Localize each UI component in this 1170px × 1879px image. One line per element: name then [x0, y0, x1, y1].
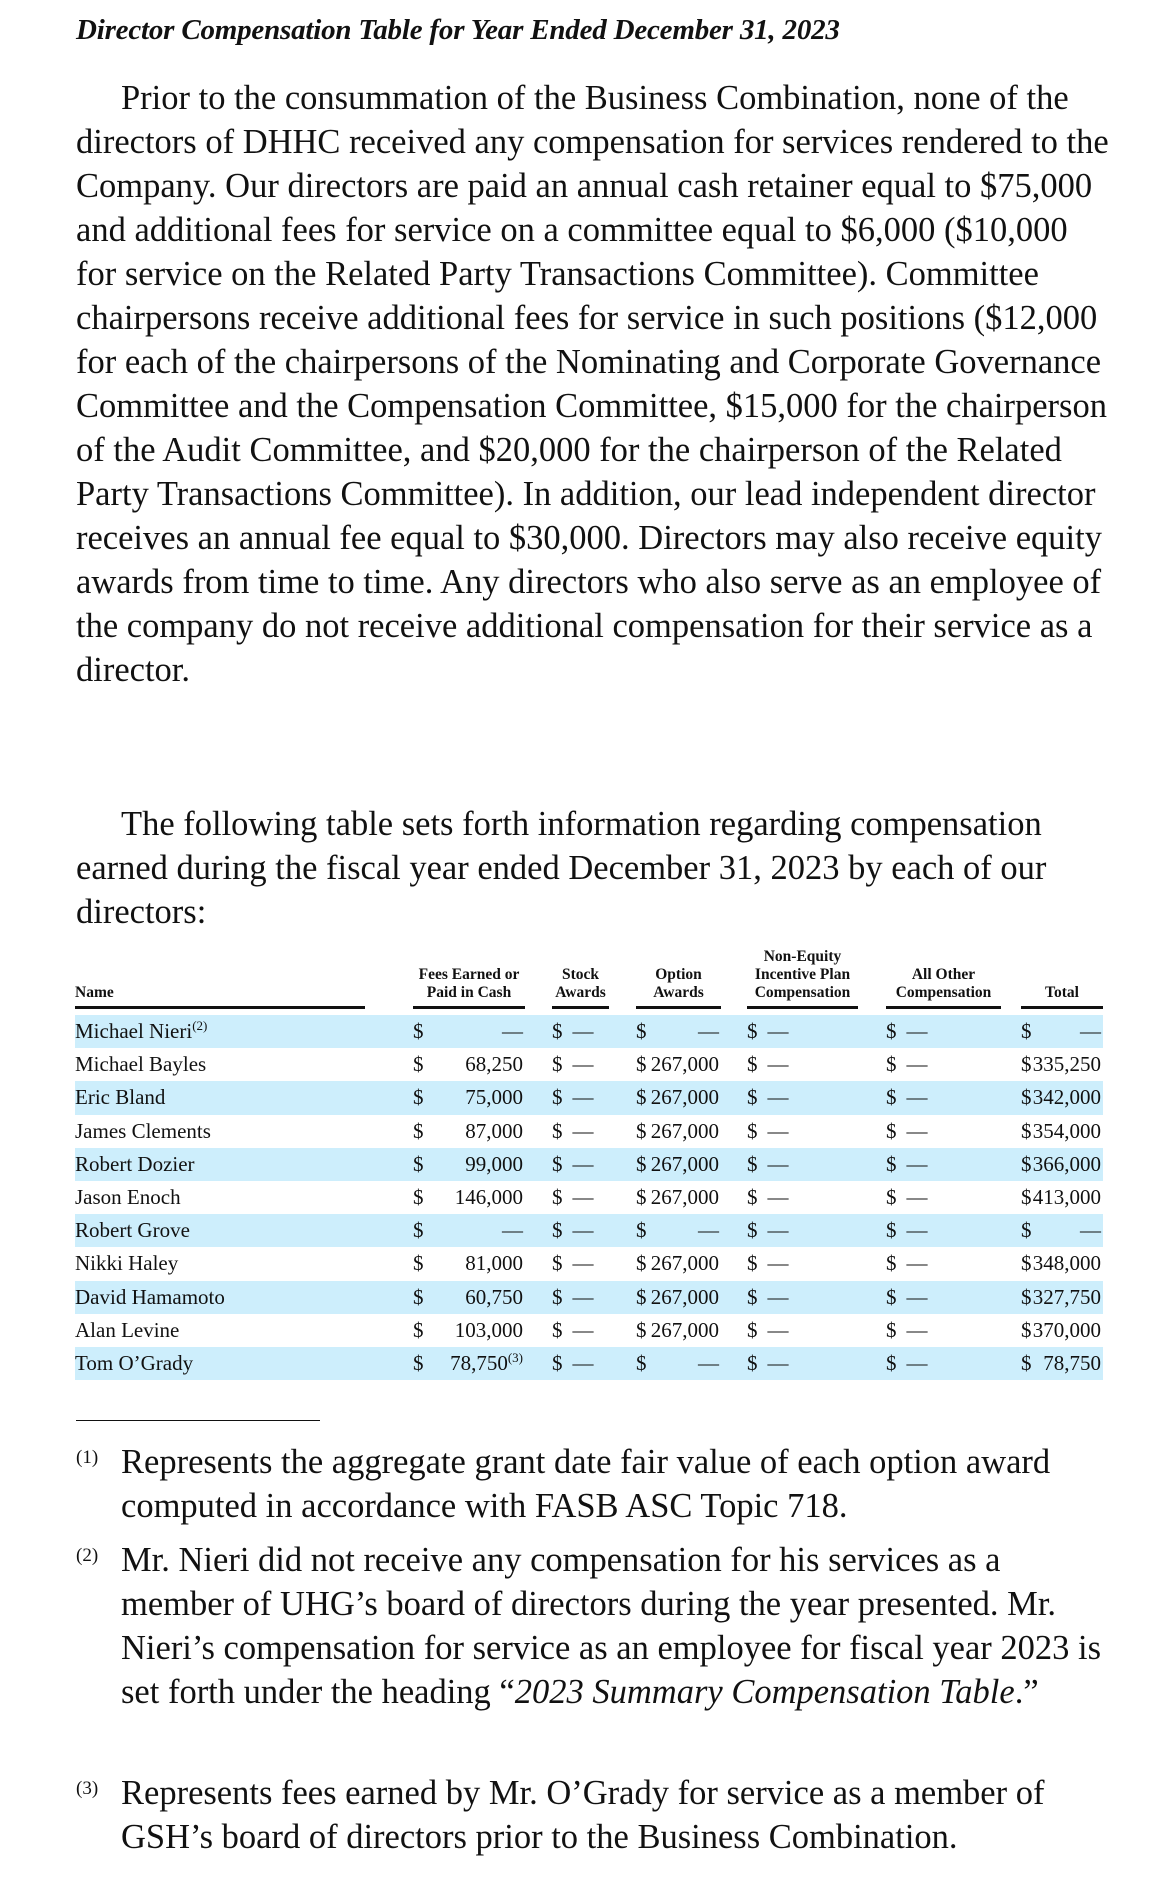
table-row — [75, 1314, 1103, 1347]
table-row — [75, 1347, 1103, 1380]
cell-other: $ — — [886, 1185, 928, 1210]
footnote-1: (1) Represents the aggregate grant date fair value of each option award computed in accordance with FASB ASC Topic 718. — [76, 1443, 1051, 1525]
cell-stock: $ — — [552, 1281, 609, 1314]
table-row — [75, 1148, 1103, 1181]
cell-nonequity: $ — — [747, 1015, 858, 1048]
cell-name: David Hamamoto — [75, 1281, 365, 1314]
footnote-separator — [76, 1420, 320, 1421]
cell-fees: $ 81,000 — [413, 1251, 523, 1276]
cell-option: $ 267,000 — [636, 1052, 719, 1077]
table-row — [75, 1281, 1103, 1314]
cell-stock: $ — — [552, 1214, 609, 1247]
cell-fees: $ 75,000 — [413, 1081, 525, 1114]
cell-option: $ — — [636, 1347, 721, 1380]
cell-nonequity: $ — — [747, 1281, 858, 1314]
header-fees: Fees Earned or Paid in Cash — [413, 948, 525, 1015]
cell-nonequity: $ — — [747, 1347, 858, 1380]
cell-nonequity: $ — — [747, 1148, 858, 1181]
cell-nonequity: $ — — [747, 1214, 858, 1247]
cell-total: $ 342,000 — [1021, 1081, 1103, 1114]
cell-nonequity: $ — — [747, 1185, 789, 1210]
table-row — [75, 1048, 1103, 1081]
cell-name: Tom O’Grady — [75, 1347, 365, 1380]
cell-nonequity: $ — — [747, 1118, 789, 1143]
header-stock: Stock Awards — [552, 948, 609, 1015]
cell-total: $ 335,250 — [1021, 1052, 1101, 1077]
cell-name: Nikki Haley — [75, 1251, 179, 1276]
header-total: Total — [1021, 948, 1103, 1015]
cell-option: $ — — [636, 1214, 721, 1247]
cell-option: $ 267,000 — [636, 1148, 721, 1181]
cell-name: Robert Grove — [75, 1214, 365, 1247]
cell-stock: $ — — [552, 1081, 609, 1114]
cell-option: $ 267,000 — [636, 1281, 721, 1314]
cell-fees: $ 60,750 — [413, 1281, 525, 1314]
cell-name: Jason Enoch — [75, 1185, 181, 1210]
cell-option: $ 267,000 — [636, 1081, 721, 1114]
header-option: Option Awards — [636, 948, 721, 1015]
cell-nonequity: $ — — [747, 1317, 789, 1342]
cell-fees: $ — — [413, 1214, 525, 1247]
cell-total: $ 413,000 — [1021, 1185, 1101, 1210]
cell-other: $ — — [886, 1281, 1001, 1314]
cell-other: $ — — [886, 1148, 1001, 1181]
cell-name: Eric Bland — [75, 1081, 365, 1114]
cell-total: $ 327,750 — [1021, 1281, 1103, 1314]
footnote-2: (2) Mr. Nieri did not receive any compensation for his services as a member of UHG’s board of directors during the year presented. Mr. Nieri’s compensation for service as an employee for fiscal year 2023 is set forth under the heading “2023 Summary Compensation Table.” — [76, 1541, 1102, 1711]
table-row — [75, 1247, 1103, 1280]
cell-total: $ — — [1021, 1015, 1103, 1048]
cell-other: $ — — [886, 1317, 928, 1342]
cell-name: Michael Nieri$^{(2)}$ — [75, 1015, 365, 1048]
cell-name: Alan Levine — [75, 1317, 180, 1342]
cell-other: $ — — [886, 1081, 1001, 1114]
paragraph-table-intro: The following table sets forth information regarding compensation earned during the fiscal year ended December 31, 2023 by each of our directors: — [76, 805, 1047, 931]
cell-total: $ 348,000 — [1021, 1251, 1101, 1276]
cell-fees: $ 146,000 — [413, 1185, 523, 1210]
cell-option: $ 267,000 — [636, 1185, 719, 1210]
table-row — [75, 1214, 1103, 1247]
cell-nonequity: $ — — [747, 1052, 789, 1077]
cell-option: $ — — [636, 1015, 721, 1048]
cell-total: $ 78,750 — [1021, 1347, 1103, 1380]
cell-fees: $ 78,750$^{(3)}$ — [413, 1347, 525, 1380]
cell-total: $ — — [1021, 1214, 1103, 1247]
cell-stock: $ — — [552, 1317, 594, 1342]
table-body — [75, 1015, 1103, 1380]
cell-stock: $ — — [552, 1347, 609, 1380]
cell-stock: $ — — [552, 1052, 594, 1077]
cell-other: $ — — [886, 1052, 928, 1077]
table-row — [75, 1181, 1103, 1214]
cell-option: $ 267,000 — [636, 1317, 719, 1342]
cell-option: $ 267,000 — [636, 1251, 719, 1276]
cell-fees: $ — — [413, 1015, 525, 1048]
header-nonequity: Non-Equity Incentive Plan Compensation — [747, 948, 858, 1015]
cell-stock: $ — — [552, 1185, 594, 1210]
cell-other: $ — — [886, 1118, 928, 1143]
footnote-3: (3) Represents fees earned by Mr. O’Grady for service as a member of GSH’s board of directors prior to the Business Combination. — [76, 1774, 1045, 1856]
cell-stock: $ — — [552, 1118, 594, 1143]
cell-nonequity: $ — — [747, 1081, 858, 1114]
table-row — [75, 1081, 1103, 1114]
section-title: Director Compensation Table for Year Ended December 31, 2023 — [76, 14, 840, 46]
cell-stock: $ — — [552, 1251, 594, 1276]
cell-nonequity: $ — — [747, 1251, 789, 1276]
cell-fees: $ 99,000 — [413, 1148, 525, 1181]
cell-fees: $ 103,000 — [413, 1317, 523, 1342]
cell-name: James Clements — [75, 1118, 211, 1143]
cell-other: $ — — [886, 1347, 1001, 1380]
cell-other: $ — — [886, 1251, 928, 1276]
cell-other: $ — — [886, 1214, 1001, 1247]
cell-stock: $ — — [552, 1148, 609, 1181]
cell-total: $ 370,000 — [1021, 1317, 1101, 1342]
cell-total: $ 354,000 — [1021, 1118, 1101, 1143]
cell-stock: $ — — [552, 1015, 609, 1048]
table-row — [75, 1015, 1103, 1048]
table-row — [75, 1115, 1103, 1148]
header-other: All Other Compensation — [886, 948, 1001, 1015]
director-compensation-table — [75, 948, 1103, 1380]
cell-name: Robert Dozier — [75, 1148, 365, 1181]
cell-option: $ 267,000 — [636, 1118, 719, 1143]
header-name: Name — [75, 948, 365, 1015]
cell-fees: $ 87,000 — [413, 1118, 523, 1143]
paragraph-compensation-policy: Prior to the consummation of the Business Combination, none of the directors of DHHC received any compensation for services rendered to the Company. Our directors are paid an annual cash retainer equal to $75,000 and additional fees for service on a committee equal to $6,000 ($10,000 for service on the Related Party Transactions Committee). Committee chairpersons receive additional fees for service in such positions ($12,000 for each of the chairpersons of the Nominating and Corporate Governance Committee and the Compensation Committee, $15,000 for the chairperson of the Audit Committee, and $20,000 for the chairperson of the Related Party Transactions Committee). In addition, our lead independent director receives an annual fee equal to $30,000. Directors may also receive equity awards from time to time. Any directors who also serve as an employee of the company do not receive additional compensation for their service as a director. — [76, 79, 1109, 689]
cell-fees: $ 68,250 — [413, 1052, 523, 1077]
cell-name: Michael Bayles — [75, 1052, 207, 1077]
table-header-row — [75, 948, 1103, 1015]
cell-total: $ 366,000 — [1021, 1148, 1103, 1181]
cell-other: $ — — [886, 1015, 1001, 1048]
